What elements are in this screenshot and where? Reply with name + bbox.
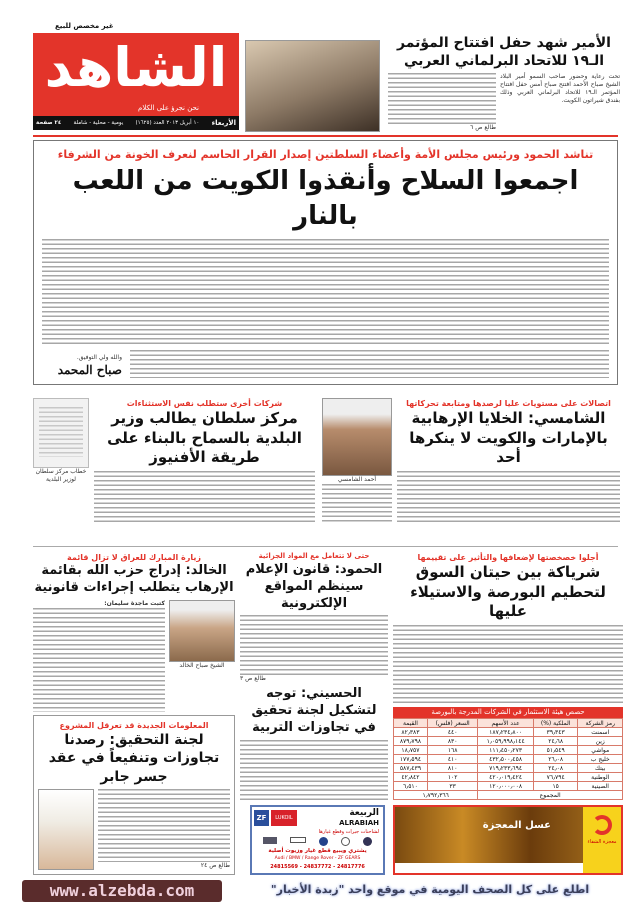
divider <box>33 135 618 137</box>
sultan-body <box>94 471 315 522</box>
table-cell: ٣٣ <box>427 782 477 791</box>
table-cell: ٤١٠ <box>427 755 477 764</box>
col-header: القيمة <box>394 719 428 728</box>
slogan: نحن نجرؤ على الكلام <box>138 104 199 112</box>
masthead-info-bar <box>33 116 239 130</box>
table-cell: ٤٣٢٫٥٠٠٫٤٥٨ <box>478 755 534 764</box>
sultan-kicker: شركات أخرى ستطلب نفس الاستثناءات <box>126 399 283 408</box>
emir-photo <box>245 40 380 132</box>
khaled-body <box>33 608 165 712</box>
sultan-letter-image <box>33 398 89 468</box>
table-cell: الوطنية <box>578 773 623 782</box>
shamsi-story <box>322 398 620 522</box>
top-story <box>388 34 620 132</box>
not-for-sale-label: غير مخصص للبيع <box>55 22 114 30</box>
market-headline: شرياكة بين حيتان السوق لتحطيم البورصة والاستيلاء عليها <box>410 563 606 621</box>
zf-logo: ZF <box>254 810 269 826</box>
market-story <box>393 552 623 800</box>
table-cell: اسمنت <box>578 728 623 737</box>
table-cell: ٨١٠ <box>427 764 477 773</box>
alrabiah-ad[interactable] <box>250 805 385 875</box>
table-cell: ٥١٫٥٤٩ <box>533 746 578 755</box>
lead-closing: والله ولي التوفيق. <box>76 354 122 361</box>
shamsi-kicker: اتصالات على مستويات عليا لرصدها ومتابعة تحركاتها <box>406 399 611 408</box>
sultan-story <box>33 398 315 522</box>
table-cell: ١٠٢ <box>427 773 477 782</box>
table-cell: ٣٩٫٣٤٣ <box>533 728 578 737</box>
table-cell: ٧١٩٫٢٣٣٫٦٩٤ <box>478 764 534 773</box>
market-body <box>393 625 623 703</box>
table-cell: الصينية <box>578 782 623 791</box>
table-cell: ٨٧٩٫٧٩٨ <box>394 737 428 746</box>
table-cell: ٤٢٫٨٤٢ <box>394 773 428 782</box>
total-value: ١٫٧٩٢٫٣٦٦ <box>394 791 478 800</box>
khaled-story <box>33 552 235 712</box>
car-brand-logos <box>256 837 379 846</box>
table-cell: ٥٨٧٫٤٣٩ <box>394 764 428 773</box>
table-row <box>394 728 623 737</box>
khaled-caption: الشيخ صباح الخالد <box>179 661 225 669</box>
table-cell: ١١١٫٤٥٠٫٢٧٣ <box>478 746 534 755</box>
col-header: عدد الأسهم <box>478 719 534 728</box>
table-cell: ٧٦٫٧٩٤ <box>533 773 578 782</box>
sultan-caption: خطاب مركز سلطان لوزير البلدية <box>35 468 87 483</box>
lead-signature: صباح المحمد <box>57 363 122 377</box>
shamsi-caption: أحمد الشامسي <box>337 476 377 483</box>
ad-name-en: ALRABIAH <box>339 819 379 827</box>
honey-ad[interactable] <box>393 805 623 875</box>
honey-brand: معجزة الشفاء <box>587 839 617 845</box>
divider <box>33 546 618 547</box>
table-title: حصص هيئة الاستثمار في الشركات المدرجة بالبورصة <box>393 707 623 718</box>
bridge-more: طالع ص ٢٤ <box>200 862 230 869</box>
ad-subtitle: لشاحنات جيرات وقطع غيارها <box>318 829 379 835</box>
table-cell: ١٨٫٧٥٧ <box>394 746 428 755</box>
day: الأربعاء <box>211 119 236 127</box>
market-kicker: أجلوا خصخصتها لإضعافها والتأثير على تقييمها <box>417 553 599 562</box>
husseini-headline: الحسيني: توجه لتشكيل لجنة تحقيق في تجاوزات التربية <box>251 686 377 736</box>
lukoil-logo: LUKOIL <box>271 810 297 826</box>
table-cell: ١٧٧٫٥٩٤ <box>394 755 428 764</box>
table-cell: زين <box>578 737 623 746</box>
ad-offer: يشتري ويبيع قطع غيار وزيوت أصلية <box>268 848 367 854</box>
lead-kicker: تناشد الحمود ورئيس مجلس الأمة وأعضاء السلطتين إصدار القرار الحاسم لنعرف الخونة من الشرفاء <box>57 148 594 161</box>
table-cell: ٢٦٫٠٨ <box>533 755 578 764</box>
table-cell: ٨٣٠ <box>427 737 477 746</box>
husseini-body <box>240 740 388 800</box>
table-cell: ٢٤٫٠٨ <box>533 764 578 773</box>
table-row <box>394 755 623 764</box>
bridge-story-box <box>33 715 235 875</box>
table-row <box>394 773 623 782</box>
table-row <box>394 746 623 755</box>
sultan-headline: مركز سلطان يطالب وزير البلدية بالسماح بالبناء على طريقة الأفنيوز <box>107 409 302 467</box>
col-header: رمز الشركة <box>578 719 623 728</box>
table-cell: مواشي <box>578 746 623 755</box>
crescent-icon <box>592 815 612 835</box>
promo-slogan: اطلع على كل الصحف اليومية في موقع واحد "زبدة الأخبار" <box>270 883 590 896</box>
social-bar <box>395 863 583 873</box>
emir-waving-photo <box>38 789 94 870</box>
ad-phones: 24815569 - 24837772 - 24817776 <box>270 864 365 870</box>
khaled-kicker: زيارة المبارك للعراق لا تزال قائمة <box>67 553 201 562</box>
col-header: الملكية (%) <box>533 719 578 728</box>
lead-headline: اجمعوا السلاح وأنقذوا الكويت من اللعب بالنار <box>72 166 579 232</box>
table-row <box>394 764 623 773</box>
honey-brand-panel <box>583 807 621 873</box>
table-cell: ١٫٠٥٩٫٩٩٨٫١٤٤ <box>478 737 534 746</box>
bridge-headline: لجنة التحقيق: رصدنا تجاوزات وتنفيعاً في عقد جسر جابر <box>48 732 220 785</box>
masthead <box>33 33 239 130</box>
table-cell: ٦٫٥١٠ <box>394 782 428 791</box>
ad-name-ar: الربيعة <box>349 808 379 818</box>
shamsi-body <box>397 471 620 522</box>
media-more: طالع ص ٣ <box>240 675 266 683</box>
lead-body <box>42 239 609 346</box>
khaled-headline: الخالد: إدراج حزب الله بقائمة الإرهاب يتطلب إجراءات قانونية <box>34 563 234 596</box>
holdings-table <box>393 718 623 800</box>
media-body <box>240 615 388 675</box>
col-header: السعر (فلس) <box>427 719 477 728</box>
khaled-byline: كتبت ماجدة سليمان: <box>104 599 165 607</box>
shamsi-photo <box>322 398 392 476</box>
bridge-body <box>98 789 230 862</box>
page-count: ٢٤ صفحة <box>36 120 62 126</box>
media-column <box>240 552 388 800</box>
table-cell: خليج ب <box>578 755 623 764</box>
lead-story-box <box>33 140 618 385</box>
investment-table <box>393 707 623 800</box>
table-cell: ٨٢٫٣٨٣ <box>394 728 428 737</box>
table-cell: ٢٤٫٦٨ <box>533 737 578 746</box>
table-row <box>394 782 623 791</box>
total-label: المجموع <box>478 791 623 800</box>
top-story-headline: الأمير شهد حفل افتتاح المؤتمر الـ١٩ للاتحاد البرلماني العربي <box>397 35 611 70</box>
ad-makes: Audi / BMW / Range Rover - ZF GEARS <box>274 856 361 861</box>
bridge-kicker: المعلومات الجديدة قد تعرقل المشروع <box>59 721 209 730</box>
table-row <box>394 737 623 746</box>
table-cell: بيتك <box>578 764 623 773</box>
media-kicker: حتى لا تتعامل مع المواد الجزائية <box>258 552 370 560</box>
paper-type: يومية - محلية - شاملة <box>73 120 124 126</box>
shamsi-headline: الشامسي: الخلايا الإرهابية بالإمارات والكويت لا ينكرها أحد <box>409 409 608 467</box>
table-cell: ٤٢٠٫٠١٩٫٤٢٤ <box>478 773 534 782</box>
shamsi-body-extra <box>322 484 392 522</box>
media-headline: الحمود: قانون الإعلام سينظم المواقع الإلكترونية <box>245 561 383 611</box>
lead-body-end <box>130 350 609 378</box>
khaled-photo <box>169 600 235 662</box>
newspaper-logo: الشاهد <box>44 36 228 99</box>
top-story-more: طالع ص ٦ <box>470 124 496 131</box>
top-story-body: تحت رعاية وحضور صاحب السمو أمير البلاد الشيخ صباح الأحمد افتتح صباح أمس حفل افتتاح المؤتمر الـ١٩ للاتحاد البرلماني العربي وذلك بفندق شيراتون الكويت. <box>500 73 620 105</box>
table-cell: ١٥ <box>533 782 578 791</box>
table-cell: ١٨٧٫٢٣٤٫٨٠٠ <box>478 728 534 737</box>
website-url[interactable]: www.alzebda.com <box>22 880 222 902</box>
table-cell: ١٦٨ <box>427 746 477 755</box>
honey-title: عسل المعجزة <box>482 820 551 831</box>
table-cell: ١٢٠٫٠٠٠٫٠٠٨ <box>478 782 534 791</box>
table-cell: ٤٤٠ <box>427 728 477 737</box>
issue-date: ١٠ أبريل ٢٠١٣ العدد (١٦٢٥) <box>135 120 200 126</box>
top-story-columns <box>388 73 496 124</box>
